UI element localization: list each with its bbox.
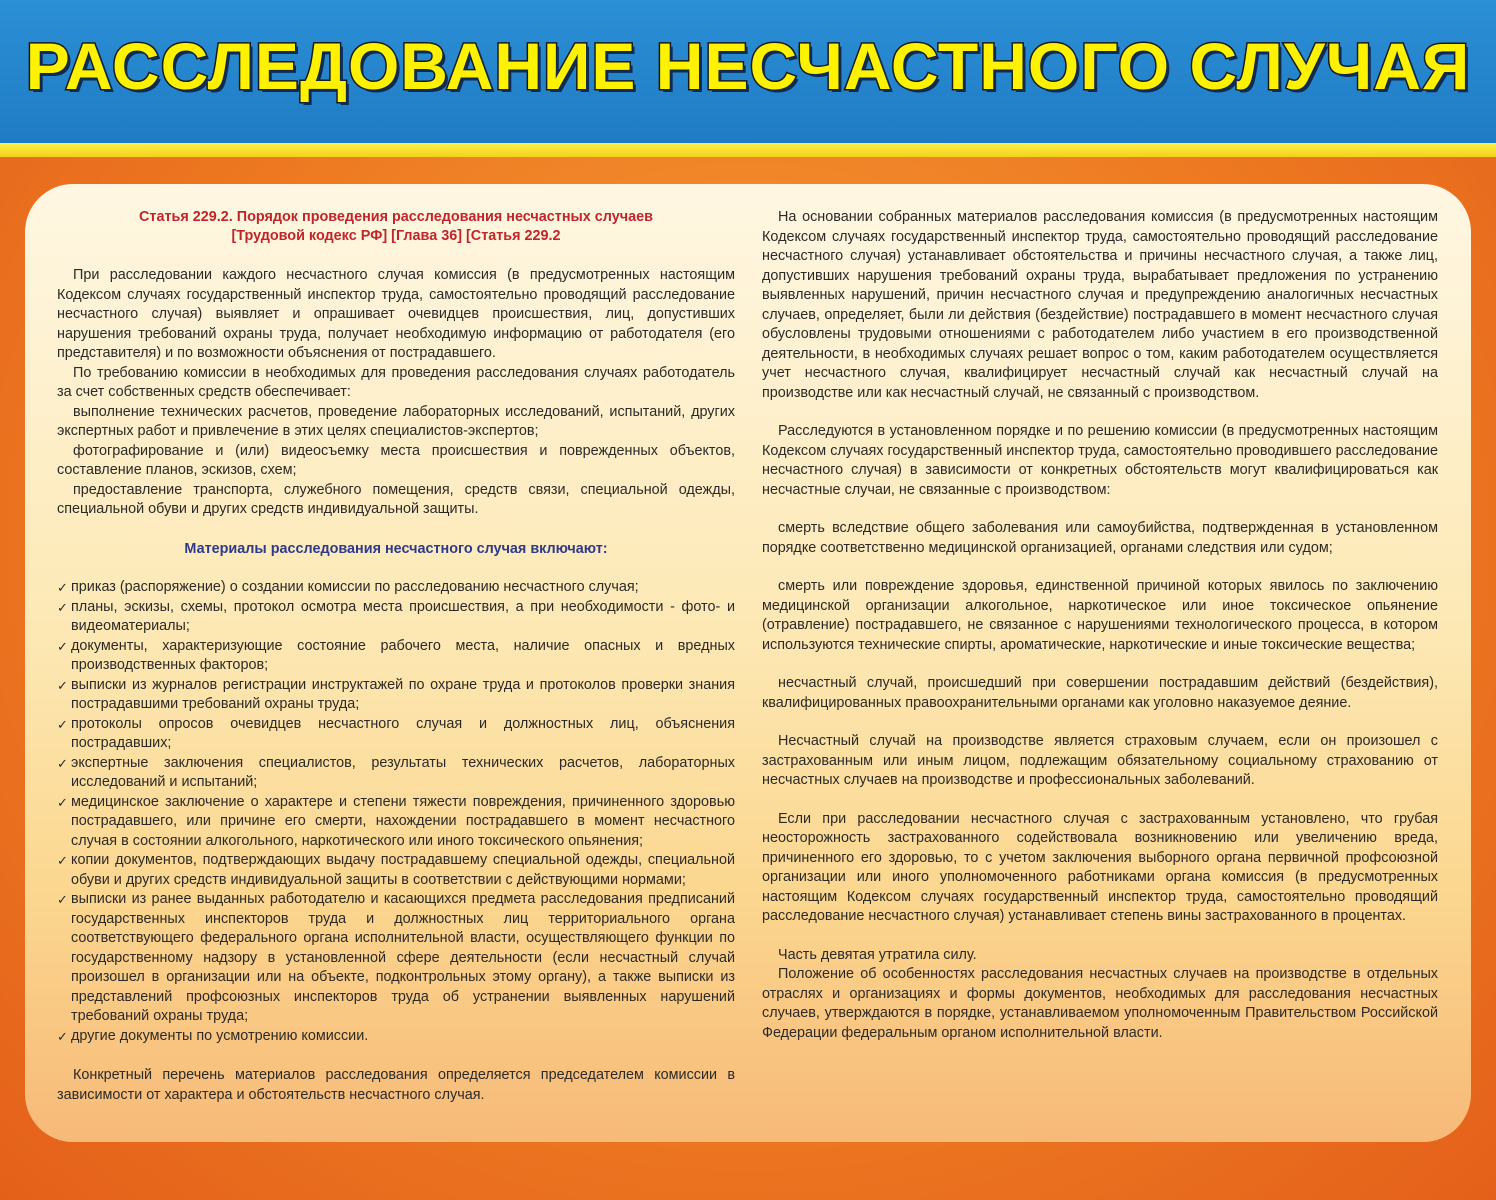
checkmark-icon: ✓ bbox=[57, 599, 68, 615]
list-item bbox=[57, 890, 735, 1027]
materials-list bbox=[57, 578, 735, 1046]
content-panel bbox=[25, 184, 1471, 1142]
header-stripe bbox=[0, 143, 1496, 157]
list-item-text: приказ (распоряжение) о создании комиссии по расследованию несчастного случая; bbox=[71, 579, 639, 595]
materials-heading: Материалы расследования несчастного случая включают: bbox=[184, 540, 608, 557]
list-item bbox=[57, 578, 735, 598]
list-item bbox=[57, 676, 735, 715]
checkmark-icon: ✓ bbox=[57, 892, 68, 907]
paragraph: Расследуются в установленном порядке и по решению комиссии (в предусмотренных настоящим Кодексом случаях государственный инспектор труда, самостоятельно проводившего расследование несчастного случая) в зависимости от конкретных обстоятельств могут квалифицироваться как несчастные случаи, не связанные с производством: bbox=[762, 423, 1438, 498]
right-column bbox=[762, 208, 1438, 1043]
list-item-text: другие документы по усмотрению комиссии. bbox=[71, 1027, 369, 1044]
paragraph: Если при расследовании несчастного случая с застрахованным установлено, что грубая неосторожность застрахованного содействовала возникновению или увеличению вреда, причиненного его здоровью, то с учетом заключения выборного органа первичной профсоюзной организации или иного уполномоченного работниками органа комиссия (в предусмотренных настоящим Кодексом случаях государственный инспектор труда, самостоятельно проводящий расследование несчастного случая) устанавливает степень вины застрахованного в процентах. bbox=[762, 810, 1438, 924]
paragraph: На основании собранных материалов расследования комиссия (в предусмотренных настоящим Кодексом случаях государственный инспектор труда, самостоятельно проводящий расследование несчастного случая) устанавливает обстоятельства и причины несчастного случая, а также лиц, допустивших нарушения требований охраны труда, вырабатывает предложения по устранению выявленных нарушений, причин несчастного случая и предупреждению аналогичных несчастных случаев, определяет, были ли действия (бездействие) пострадавшего в момент несчастного случая обусловлены трудовыми отношениями с работодателем либо участием в его производственной деятельности, в необходимых случаях решает вопрос о том, каким работодателем осуществляется учет несчастного случая, квалифицирует несчастный случай как несчастный случай на производстве или как несчастный случай, не связанный с производством. bbox=[762, 209, 1438, 401]
list-item bbox=[57, 598, 735, 637]
list-item-text: выписки из журналов регистрации инструктажей по охране труда и протоколов проверки знания пострадавшими требований охраны труда; bbox=[71, 676, 735, 712]
checkmark-icon: ✓ bbox=[57, 716, 68, 732]
list-item bbox=[57, 1027, 735, 1047]
checkmark-icon: ✓ bbox=[57, 638, 68, 654]
checkmark-icon: ✓ bbox=[57, 1028, 68, 1044]
article-title bbox=[57, 208, 735, 246]
paragraph: Часть девятая утратила силу. bbox=[778, 946, 977, 963]
paragraph: выполнение технических расчетов, проведение лабораторных исследований, испытаний, других экспертных работ и привлечение в этих целях специалистов-экспертов; bbox=[57, 403, 735, 439]
paragraph: При расследовании каждого несчастного случая комиссия (в предусмотренных настоящим Кодексом случаях государственный инспектор труда, самостоятельно проводящий расследование несчастного случая) выявляет и опрашивает очевидцев происшествия, лиц, допустивших нарушения требований охраны труда, получает необходимую информацию от работодателя (его представителя) и по возможности объяснения от пострадавшего. bbox=[57, 267, 735, 361]
list-item bbox=[57, 637, 735, 676]
article-title-line-1: Статья 229.2. Порядок проведения расследования несчастных случаев bbox=[139, 209, 653, 225]
paragraph: смерть вследствие общего заболевания или самоубийства, подтвержденная в установленном порядке соответственно медицинской организацией, органами следствия или судом; bbox=[762, 520, 1438, 556]
checkmark-icon: ✓ bbox=[57, 755, 68, 771]
left-column bbox=[57, 208, 735, 1105]
paragraph: предоставление транспорта, служебного помещения, средств связи, специальной одежды, специальной обуви и других средств индивидуальной защиты. bbox=[57, 481, 735, 517]
checkmark-icon: ✓ bbox=[57, 794, 68, 810]
list-item bbox=[57, 754, 735, 793]
checkmark-icon: ✓ bbox=[57, 853, 68, 868]
list-item bbox=[57, 715, 735, 754]
list-item bbox=[57, 793, 735, 852]
list-item-text: медицинское заключение о характере и степени тяжести повреждения, причиненного здоровью пострадавшего, или причине его смерти, нахождении пострадавшего в момент несчастного случая в состоянии алкогольного, наркотического или иного токсического опьянения; bbox=[71, 793, 735, 849]
paragraph: Несчастный случай на производстве является страховым случаем, если он произошел с застрахованным или иным лицом, подлежащим обязательному социальному страхованию от несчастных случаев на производстве и профессиональных заболеваний. bbox=[762, 733, 1438, 788]
checkmark-icon: ✓ bbox=[57, 580, 68, 595]
paragraph: несчастный случай, происшедший при совершении пострадавшим действий (бездействия), квалифицированных правоохранительными органами как уголовно наказуемое деяние. bbox=[762, 675, 1438, 711]
article-title-line-2: [Трудовой кодекс РФ] [Глава 36] [Статья 229.2 bbox=[231, 228, 561, 244]
paragraph: фотографирование и (или) видеосъемку места происшествия и поврежденных объектов, составление планов, эскизов, схем; bbox=[57, 442, 735, 478]
paragraph: смерть или повреждение здоровья, единственной причиной которых явилось по заключению медицинской организации алкогольное, наркотическое или иное токсическое опьянение (отравление) пострадавшего, не связанное с нарушениями технологического процесса, в котором используются технические спирты, ароматические, наркотические и иные токсические вещества; bbox=[762, 578, 1438, 653]
closing-paragraph: Конкретный перечень материалов расследования определяется председателем комиссии в зависимости от характера и обстоятельств несчастного случая. bbox=[57, 1067, 735, 1103]
paragraph: По требованию комиссии в необходимых для проведения расследования случаях работодатель за счет собственных средств обеспечивает: bbox=[57, 364, 735, 400]
list-item-text: выписки из ранее выданных работодателю и касающихся предмета расследования предписаний государственных инспекторов труда и должностных лиц территориального органа соответствующего федерального органа исполнительной власти, осуществляющего функции по государственному надзору в установленной сфере деятельности (если несчастный случай произошел в организации или на объекте, подконтрольных этому органу), а также выписки из представлений профсоюзных инспекторов труда об устранении выявленных нарушений требований охраны труда; bbox=[71, 891, 735, 1024]
list-item-text: экспертные заключения специалистов, результаты технических расчетов, лабораторных исследований и испытаний; bbox=[71, 754, 735, 790]
checkmark-icon: ✓ bbox=[57, 677, 68, 693]
list-item-text: документы, характеризующие состояние рабочего места, наличие опасных и вредных производственных факторов; bbox=[71, 637, 735, 673]
list-item-text: планы, эскизы, схемы, протокол осмотра места происшествия, а при необходимости - фото- и видеоматериалы; bbox=[71, 598, 735, 634]
page-title: РАССЛЕДОВАНИЕ НЕСЧАСТНОГО СЛУЧАЯ bbox=[25, 29, 1471, 103]
list-item-text: протоколы опросов очевидцев несчастного случая и должностных лиц, объяснения пострадавших; bbox=[71, 715, 735, 751]
paragraph: Положение об особенностях расследования несчастных случаев на производстве в отдельных отраслях и организациях и формы документов, необходимых для расследования несчастных случаев, утверждаются в порядке, устанавливаемом уполномоченным Правительством Российской Федерации федеральным органом исполнительной власти. bbox=[762, 966, 1438, 1041]
list-item bbox=[57, 851, 735, 890]
list-item-text: копии документов, подтверждающих выдачу пострадавшему специальной одежды, специальной обуви и других средств индивидуальной защиты в соответствии с действующими нормами; bbox=[71, 852, 735, 888]
